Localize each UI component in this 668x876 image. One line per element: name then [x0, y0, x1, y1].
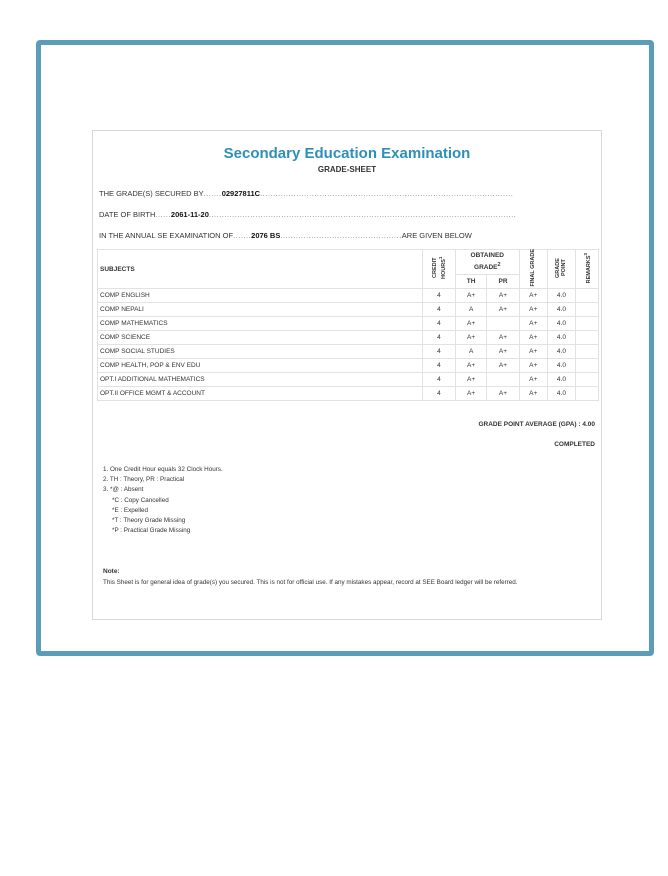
credit-cell: 4 — [423, 317, 456, 331]
obtained-text: OBTAINED — [470, 252, 504, 260]
th-header: TH — [455, 275, 486, 289]
grade-point-cell: 4.0 — [547, 331, 575, 345]
sheet-subtitle: GRADE-SHEET — [317, 165, 377, 174]
grade-point-cell: 4.0 — [547, 387, 575, 401]
th-grade-cell: A+ — [455, 331, 486, 345]
credit-cell: 4 — [423, 387, 456, 401]
pr-grade-cell: A+ — [487, 345, 519, 359]
grade-point-cell: 4.0 — [547, 289, 575, 303]
final-grade-cell: A+ — [519, 387, 547, 401]
credit-hours-header — [423, 250, 456, 289]
remarks-cell — [576, 387, 599, 401]
grade-point-cell: 4.0 — [547, 303, 575, 317]
pr-grade-cell: A+ — [487, 303, 519, 317]
symbol-number: 02927811C — [221, 189, 261, 198]
exam-label: IN THE ANNUAL SE EXAMINATION OF — [99, 231, 234, 240]
final-grade-cell: A+ — [519, 373, 547, 387]
exam-title: Secondary Education Examination — [223, 145, 471, 162]
final-grade-cell: A+ — [519, 289, 547, 303]
credit-cell: 4 — [423, 359, 456, 373]
th-grade-cell: A+ — [455, 373, 486, 387]
grade-secured-line: THE GRADE(S) SECURED BY.......02927811C.................................................................................................. — [99, 189, 514, 198]
subject-cell: COMP SOCIAL STUDIES — [98, 345, 423, 359]
credit-cell: 4 — [423, 289, 456, 303]
th-grade-cell: A+ — [455, 317, 486, 331]
grade-text: GRADE — [474, 264, 498, 272]
final-grade-cell: A+ — [519, 303, 547, 317]
exam-year: 2076 BS — [251, 231, 281, 240]
pr-grade-cell: A+ — [487, 331, 519, 345]
final-grade-cell: A+ — [519, 359, 547, 373]
grade-sup: 2 — [497, 262, 501, 269]
subject-cell: COMP ENGLISH — [98, 289, 423, 303]
footnote: *E : Expelled — [112, 506, 149, 514]
credit-cell: 4 — [423, 373, 456, 387]
note-text: This Sheet is for general idea of grade(s) you secured. This is not for official use. If any mistakes appear, record at SEE Board ledger will be referred. — [103, 579, 518, 586]
table-row — [98, 317, 599, 331]
pr-grade-cell — [487, 317, 519, 331]
pr-grade-cell: A+ — [487, 359, 519, 373]
remarks-cell — [576, 373, 599, 387]
grades-table — [97, 249, 599, 401]
dob-label: DATE OF BIRTH — [99, 210, 156, 219]
grade-point-header — [547, 250, 575, 289]
pr-grade-cell: A+ — [487, 387, 519, 401]
final-grade-text: FINAL GRADE — [530, 249, 537, 287]
final-grade-header — [519, 250, 547, 289]
footnotes — [103, 465, 223, 536]
dob-line: DATE OF BIRTH......2061-11-20....................................................................................................................... — [99, 210, 517, 219]
final-grade-cell: A+ — [519, 345, 547, 359]
footnote: *C : Copy Cancelled — [112, 496, 169, 504]
remarks-cell — [576, 359, 599, 373]
th-grade-cell: A+ — [455, 289, 486, 303]
subjects-header: SUBJECTS — [98, 250, 423, 289]
exam-line: IN THE ANNUAL SE EXAMINATION OF.......2076 BS...............................................ARE GIVEN BELOW — [99, 231, 472, 240]
subject-cell: OPT.I ADDITIONAL MATHEMATICS — [98, 373, 423, 387]
remarks-cell — [576, 317, 599, 331]
pr-grade-cell — [487, 373, 519, 387]
grade-point-cell: 4.0 — [547, 373, 575, 387]
remarks-cell — [576, 345, 599, 359]
remarks-text: REMARKS — [585, 255, 592, 284]
th-grade-cell: A — [455, 345, 486, 359]
grade-point-text: GRADE POINT — [555, 258, 568, 278]
credit-sup: 1 — [437, 256, 443, 260]
footnote: 3. *@ : Absent — [103, 486, 144, 494]
table-row — [98, 331, 599, 345]
subject-cell: COMP NEPALI — [98, 303, 423, 317]
grade-point-cell: 4.0 — [547, 345, 575, 359]
gpa-summary: GRADE POINT AVERAGE (GPA) : 4.00 — [478, 421, 595, 428]
remarks-header — [576, 250, 599, 289]
remarks-sup: 3 — [582, 252, 588, 256]
table-row — [98, 359, 599, 373]
subject-cell: COMP HEALTH, POP & ENV EDU — [98, 359, 423, 373]
table-row — [98, 289, 599, 303]
credit-cell: 4 — [423, 345, 456, 359]
remarks-cell — [576, 289, 599, 303]
subject-cell: COMP MATHEMATICS — [98, 317, 423, 331]
subject-cell: OPT.II OFFICE MGMT & ACCOUNT — [98, 387, 423, 401]
note-title: Note: — [103, 568, 120, 575]
grade-point-cell: 4.0 — [547, 317, 575, 331]
table-row — [98, 387, 599, 401]
subject-cell: COMP SCIENCE — [98, 331, 423, 345]
exam-suffix: ARE GIVEN BELOW — [401, 231, 472, 240]
table-row — [98, 373, 599, 387]
credit-cell: 4 — [423, 331, 456, 345]
footnote: *P : Practical Grade Missing — [112, 527, 191, 535]
credit-cell: 4 — [423, 303, 456, 317]
final-grade-cell: A+ — [519, 317, 547, 331]
grade-point-cell: 4.0 — [547, 359, 575, 373]
footnote: *T : Theory Grade Missing — [112, 517, 186, 525]
pr-grade-cell: A+ — [487, 289, 519, 303]
remarks-cell — [576, 303, 599, 317]
th-grade-cell: A — [455, 303, 486, 317]
th-grade-cell: A+ — [455, 359, 486, 373]
th-grade-cell: A+ — [455, 387, 486, 401]
grade-secured-label: THE GRADE(S) SECURED BY — [99, 189, 204, 198]
footnote: 1. One Credit Hour equals 32 Clock Hours. — [103, 466, 223, 473]
grade-sheet — [92, 130, 602, 620]
credit-hours-text: CREDIT HOURS — [431, 257, 447, 280]
status-completed: COMPLETED — [554, 441, 595, 448]
table-row — [98, 345, 599, 359]
table-row — [98, 303, 599, 317]
dob-value: 2061-11-20 — [170, 210, 209, 219]
footnote: 2. TH : Theory, PR : Practical — [103, 476, 185, 484]
remarks-cell — [576, 331, 599, 345]
obtained-grade-header — [455, 250, 519, 275]
final-grade-cell: A+ — [519, 331, 547, 345]
pr-header: PR — [487, 275, 519, 289]
